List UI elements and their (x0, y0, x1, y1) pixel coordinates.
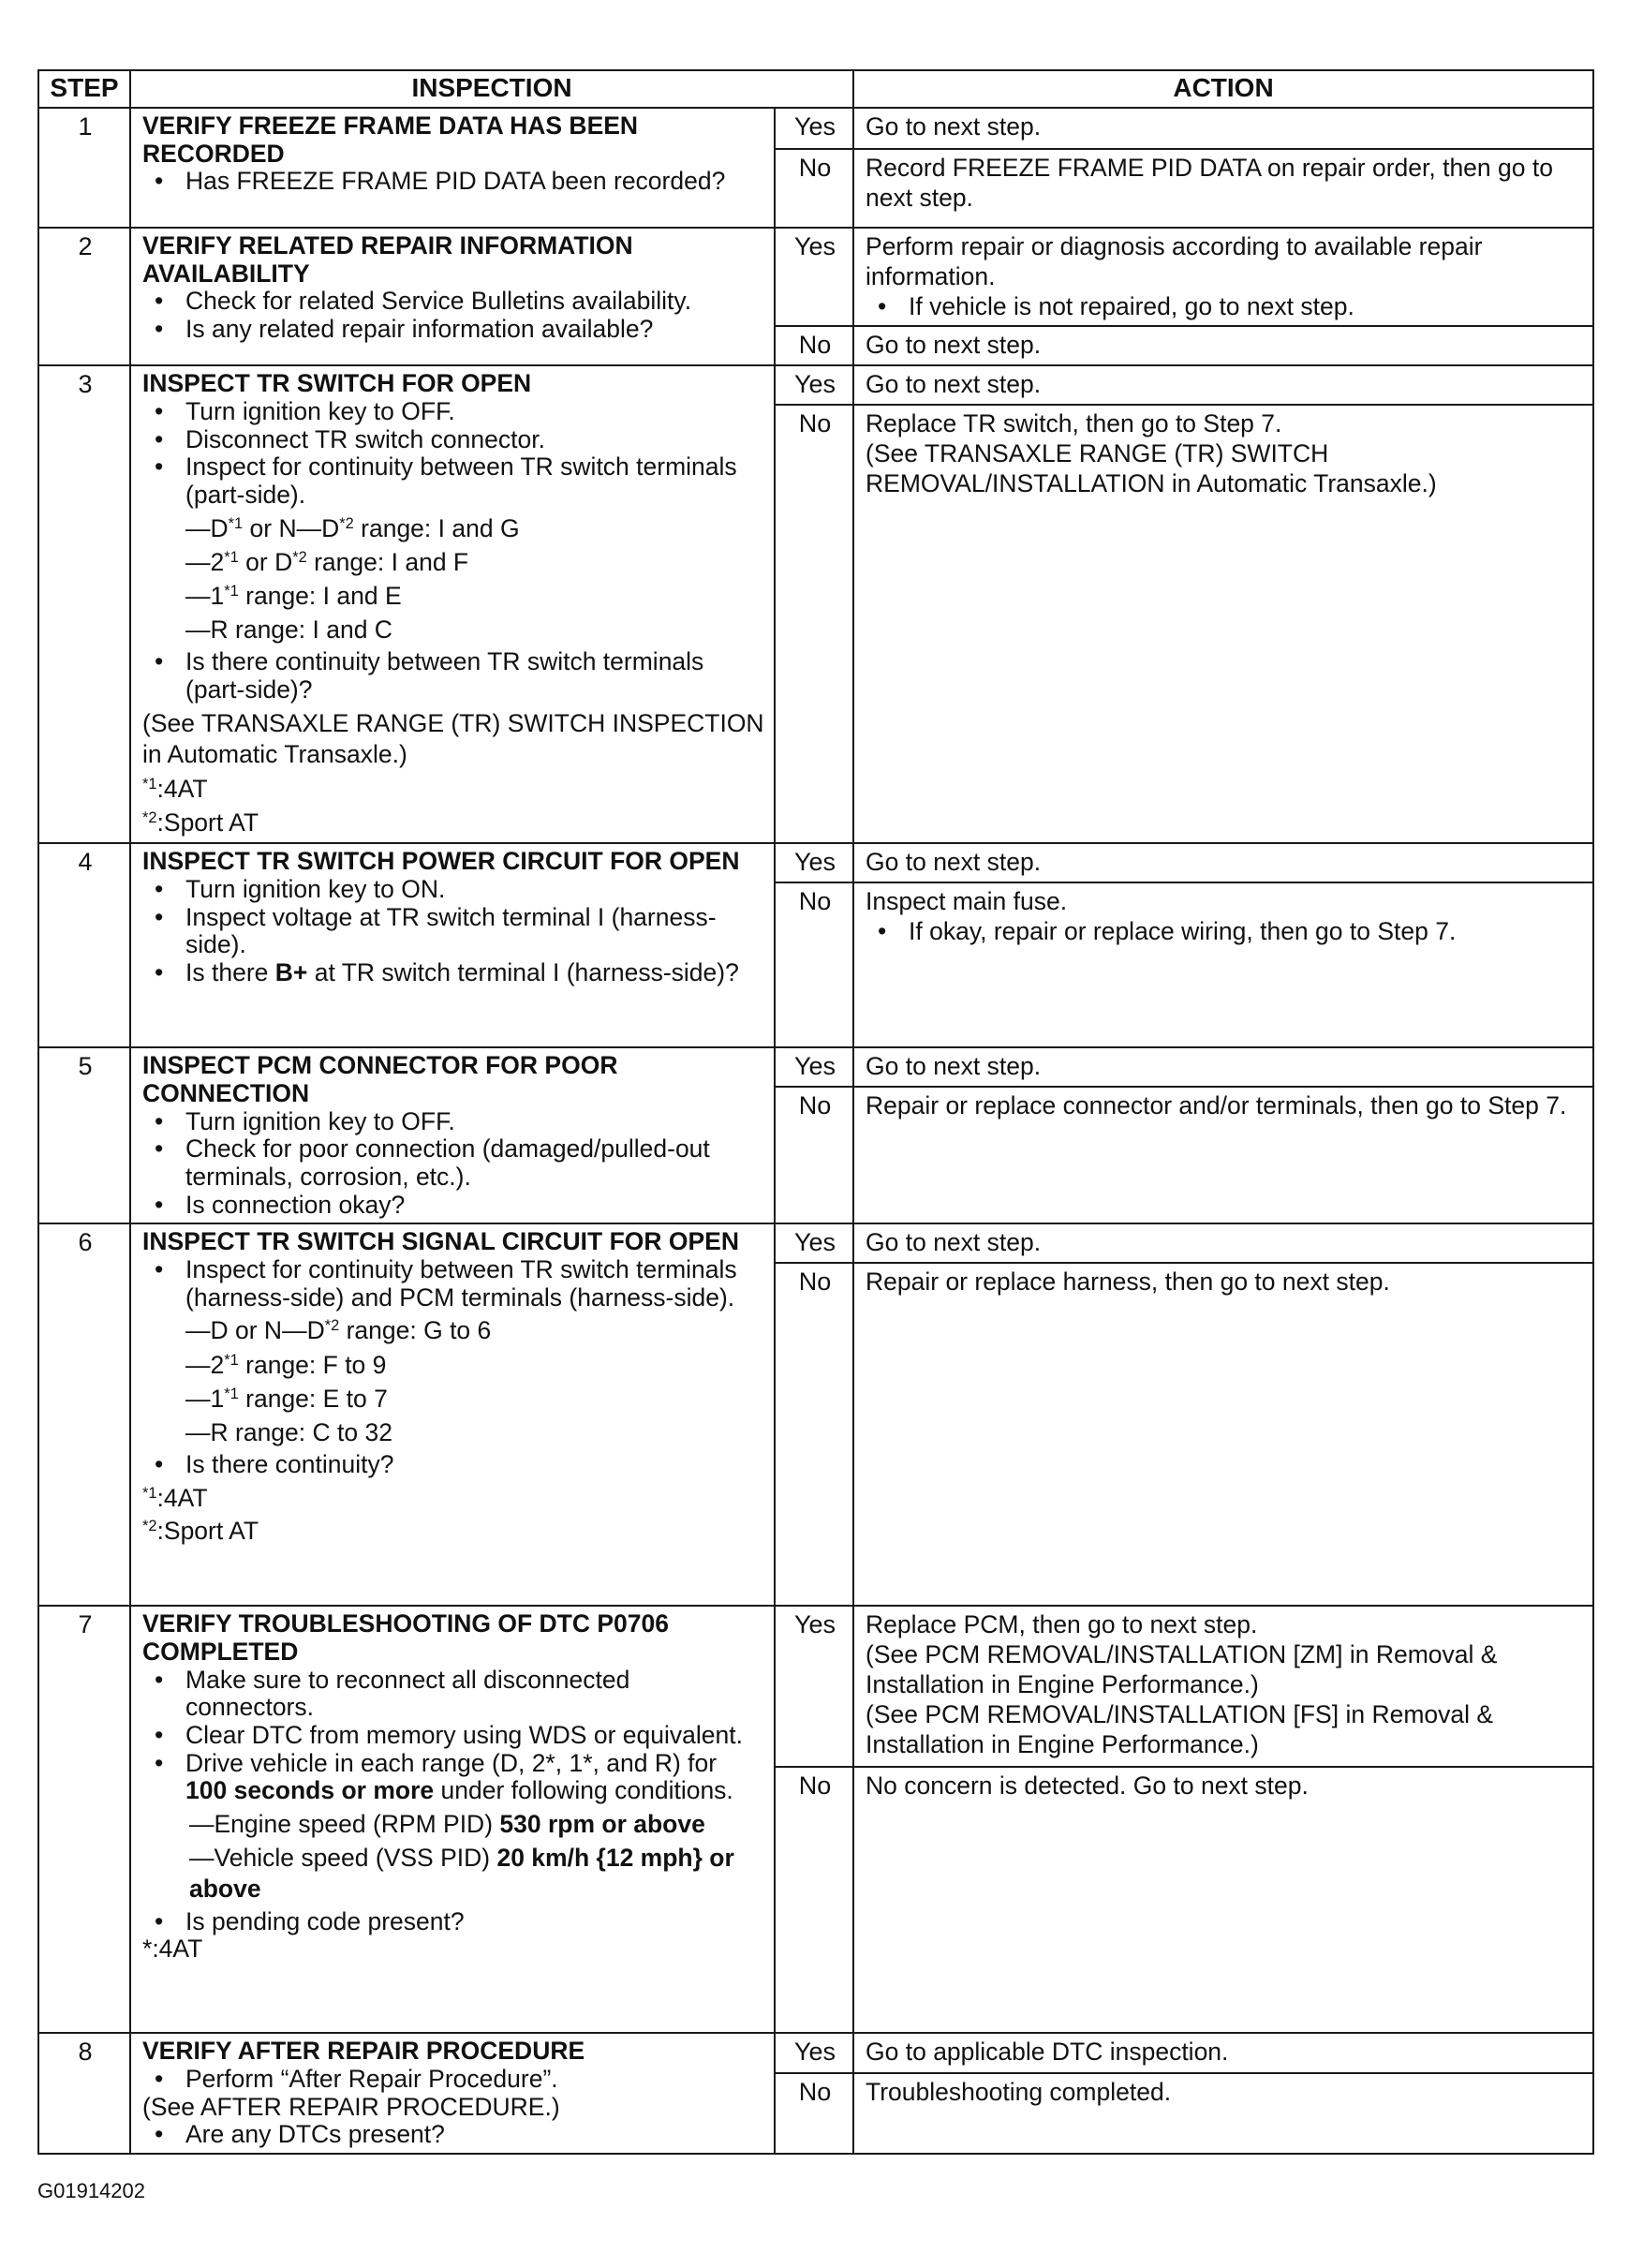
see-reference: (See AFTER REPAIR PROCEDURE.) (142, 2092, 560, 2121)
yes-label: Yes (775, 1047, 853, 1087)
yes-action-reference: (See PCM REMOVAL/INSTALLATION [ZM] in Removal & Installation in Engine Performance.) (866, 1640, 1498, 1699)
yes-label: Yes (775, 108, 853, 149)
range-text: range: F to 9 (238, 1350, 387, 1379)
yes-action: Go to next step. (853, 1047, 1593, 1087)
table-row (38, 228, 1593, 326)
no-label: No (775, 2073, 853, 2154)
no-action-cell (853, 405, 1593, 843)
inspection-title: INSPECT PCM CONNECTOR FOR POOR CONNECTION (142, 1051, 618, 1108)
range-item (185, 581, 764, 612)
range-text: 1 (210, 582, 225, 610)
inspection-title: VERIFY FREEZE FRAME DATA HAS BEEN RECORDED (142, 111, 639, 168)
inspection-bullet: • Turn ignition key to OFF. (185, 1108, 764, 1136)
table-row (38, 1047, 1593, 1087)
inspection-cell (130, 365, 775, 843)
yes-action-bullet: • If vehicle is not repaired, go to next step. (909, 292, 1583, 322)
footnote-mark: *1 (224, 583, 239, 600)
no-label: No (775, 326, 853, 365)
no-label: No (775, 149, 853, 228)
yes-action: Go to next step. (853, 1223, 1593, 1263)
condition-value: 530 rpm or above (499, 1810, 705, 1839)
condition-item (189, 1843, 764, 1905)
condition-text: Vehicle speed (VSS PID) (214, 1844, 497, 1873)
inspection-bullet: • Perform “After Repair Procedure”. (185, 2066, 764, 2094)
figure-id: G01914202 (37, 2179, 145, 2202)
range-text: range: I and E (238, 582, 402, 610)
inspection-cell (130, 108, 775, 228)
table-row (38, 843, 1593, 882)
footnote-text: :Sport AT (156, 1517, 259, 1546)
step-number: 7 (38, 1606, 130, 2033)
range-item: — R range: I and C (185, 615, 764, 645)
footnote-mark: *2 (324, 1317, 340, 1335)
yes-action-reference: (See PCM REMOVAL/INSTALLATION [FS] in Removal & Installation in Engine Performance.) (866, 1699, 1494, 1758)
inspection-bullet: • Is connection okay? (185, 1192, 764, 1220)
no-label: No (775, 1087, 853, 1223)
diagnostic-table-frame (37, 69, 1592, 2155)
table-row (38, 2033, 1593, 2073)
inspection-bullet: • Is pending code present? (185, 1908, 764, 1936)
diagnostic-table (37, 69, 1594, 2155)
no-label: No (775, 1263, 853, 1606)
footnote (142, 809, 764, 838)
inspection-bullet (185, 453, 764, 645)
no-action: No concern is detected. Go to next step. (853, 1767, 1593, 2033)
yes-label: Yes (775, 1223, 853, 1263)
step-number: 4 (38, 843, 130, 1047)
inspection-bullet (185, 1256, 764, 1448)
footnote-text: :4AT (156, 774, 208, 803)
header-inspection: INSPECTION (130, 70, 853, 108)
condition-value: 20 km/h {12 mph} or above (189, 1844, 734, 1904)
no-label: No (775, 405, 853, 843)
condition-item (189, 1809, 764, 1840)
no-action: Troubleshooting completed. (853, 2073, 1593, 2154)
footnote-mark: *2 (142, 808, 157, 826)
inspection-cell (130, 1606, 775, 2033)
yes-action: Go to next step. (853, 843, 1593, 882)
footnote: *:4AT (142, 1934, 203, 1964)
inspection-bullet: • Check for poor connection (damaged/pulled-out terminals, corrosion, etc.). (185, 1135, 764, 1191)
inspection-bullet: • Disconnect TR switch connector. (185, 426, 764, 454)
footnote-mark: *2 (142, 1518, 157, 1535)
range-item (185, 547, 764, 578)
inspection-cell (130, 843, 775, 1047)
yes-label: Yes (775, 2033, 853, 2073)
range-item (185, 1350, 764, 1381)
no-action-bullet: • If okay, repair or replace wiring, then go to Step 7. (909, 917, 1583, 947)
footnote-text: :Sport AT (156, 808, 259, 837)
step-number: 5 (38, 1047, 130, 1223)
bullet-text: under following conditions. (434, 1776, 733, 1805)
no-action: Repair or replace connector and/or terminals, then go to Step 7. (853, 1087, 1593, 1223)
footnote (142, 776, 764, 804)
range-item: — R range: C to 32 (185, 1417, 764, 1448)
inspection-bullet-text: Inspect for continuity between TR switch terminals (part-side). (185, 452, 737, 510)
inspection-title: INSPECT TR SWITCH SIGNAL CIRCUIT FOR OPEN (142, 1227, 739, 1256)
yes-label: Yes (775, 843, 853, 882)
range-text: 1 (210, 1384, 225, 1413)
range-text: D (210, 513, 229, 542)
inspection-title: VERIFY AFTER REPAIR PROCEDURE (142, 2037, 585, 2066)
step-number: 6 (38, 1223, 130, 1606)
header-row (38, 70, 1593, 108)
footnote-mark: *1 (142, 1484, 157, 1502)
inspection-bullet: • Has FREEZE FRAME PID DATA been recorded? (185, 168, 764, 196)
footnote-mark: *1 (224, 1351, 239, 1369)
inspection-bullet (185, 959, 764, 987)
footnote-mark: *1 (142, 775, 157, 793)
footnote-mark: *1 (228, 514, 244, 532)
footnote (142, 1485, 764, 1513)
inspection-bullet: • Are any DTCs present? (185, 2121, 764, 2149)
table-row (38, 108, 1593, 149)
inspection-bullet: • Clear DTC from memory using WDS or equivalent. (185, 1722, 764, 1750)
footnote-mark: *2 (339, 514, 354, 532)
step-number: 2 (38, 228, 130, 365)
header-action: ACTION (853, 70, 1593, 108)
step-number: 8 (38, 2033, 130, 2154)
yes-action-cell (853, 228, 1593, 326)
bullet-emphasis: B+ (274, 958, 308, 987)
range-text: range: I and G (353, 513, 520, 542)
table-row (38, 365, 1593, 405)
yes-action: Go to applicable DTC inspection. (853, 2033, 1593, 2073)
table-row (38, 1223, 1593, 1263)
yes-action: Perform repair or diagnosis according to available repair information. (866, 232, 1483, 290)
no-action: Repair or replace harness, then go to next step. (853, 1263, 1593, 1606)
bullet-text: at TR switch terminal I (harness-side)? (307, 958, 739, 987)
no-action-reference: (See TRANSAXLE RANGE (TR) SWITCH REMOVAL/INSTALLATION in Automatic Transaxle.) (866, 439, 1437, 497)
footnote-mark: *2 (292, 548, 307, 566)
bullet-text: Is there (185, 958, 275, 987)
inspection-cell (130, 2033, 775, 2154)
inspection-cell (130, 228, 775, 365)
inspection-bullet: • Turn ignition key to ON. (185, 876, 764, 904)
range-text: or D (238, 547, 293, 576)
range-text: range: I and F (306, 547, 469, 576)
range-item (185, 1384, 764, 1415)
bullet-emphasis: 100 seconds or more (185, 1776, 435, 1805)
no-action-cell (853, 882, 1593, 1047)
inspection-bullet: • Make sure to reconnect all disconnected connectors. (185, 1667, 764, 1722)
inspection-bullet: • Is any related repair information available? (185, 316, 764, 344)
footnote-text: :4AT (156, 1483, 208, 1512)
see-reference: (See TRANSAXLE RANGE (TR) SWITCH INSPECTION in Automatic Transaxle.) (142, 708, 764, 768)
yes-action-cell (853, 1606, 1593, 1767)
inspection-bullet: • Turn ignition key to OFF. (185, 398, 764, 426)
inspection-bullet: • Inspect voltage at TR switch terminal I (harness-side). (185, 904, 764, 959)
footnote-mark: *1 (224, 1385, 239, 1402)
inspection-title: INSPECT TR SWITCH FOR OPEN (142, 369, 532, 398)
yes-label: Yes (775, 228, 853, 326)
range-text: 2 (210, 547, 225, 576)
range-item (185, 513, 764, 544)
range-text: range: G to 6 (339, 1316, 492, 1345)
header-step: STEP (38, 70, 130, 108)
range-item (185, 1315, 764, 1346)
yes-action: Go to next step. (853, 108, 1593, 149)
no-label: No (775, 1767, 853, 2033)
range-text: range: E to 7 (238, 1384, 388, 1413)
yes-label: Yes (775, 1606, 853, 1767)
table-row (38, 1606, 1593, 1767)
inspection-bullet (185, 1750, 764, 1905)
inspection-bullet: • Is there continuity? (185, 1451, 764, 1479)
range-text: 2 (210, 1350, 225, 1379)
step-number: 3 (38, 365, 130, 843)
inspection-cell (130, 1223, 775, 1606)
no-label: No (775, 882, 853, 1047)
bullet-text: Drive vehicle in each range (D, 2*, 1*, and R) for (185, 1748, 718, 1777)
no-action: Record FREEZE FRAME PID DATA on repair order, then go to next step. (853, 149, 1593, 228)
range-text: or N—D (243, 513, 340, 542)
no-action: Inspect main fuse. (866, 887, 1068, 916)
range-text: D or N—D (210, 1316, 325, 1345)
no-action: Replace TR switch, then go to Step 7. (866, 409, 1282, 438)
inspection-cell (130, 1047, 775, 1223)
inspection-title: VERIFY TROUBLESHOOTING OF DTC P0706 COMPLETED (142, 1609, 669, 1667)
footnote-mark: *1 (224, 548, 239, 566)
inspection-bullet-text: Inspect for continuity between TR switch terminals (harness-side) and PCM terminals (harness-side). (185, 1255, 737, 1312)
step-number: 1 (38, 108, 130, 228)
no-action: Go to next step. (853, 326, 1593, 365)
footnote (142, 1518, 764, 1546)
condition-text: Engine speed (RPM PID) (214, 1810, 500, 1839)
inspection-title: INSPECT TR SWITCH POWER CIRCUIT FOR OPEN (142, 847, 740, 876)
yes-action: Go to next step. (853, 365, 1593, 405)
yes-action: Replace PCM, then go to next step. (866, 1610, 1258, 1639)
inspection-title: VERIFY RELATED REPAIR INFORMATION AVAILABILITY (142, 231, 633, 288)
yes-label: Yes (775, 365, 853, 405)
inspection-bullet: • Is there continuity between TR switch terminals (part-side)? (185, 648, 764, 704)
inspection-bullet: • Check for related Service Bulletins availability. (185, 288, 764, 316)
